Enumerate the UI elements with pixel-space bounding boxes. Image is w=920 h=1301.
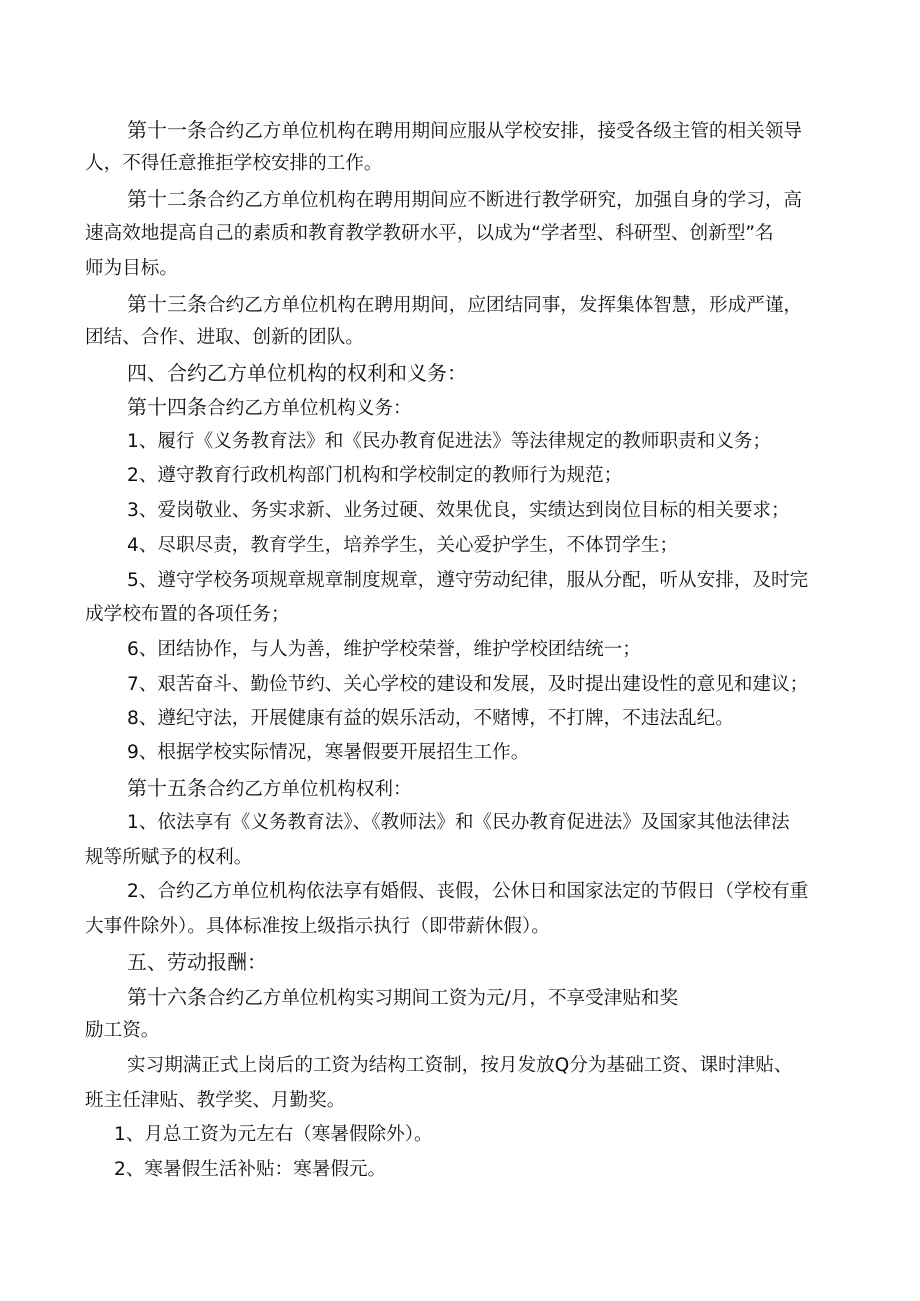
section-5-heading: 五、劳动报酬： xyxy=(127,950,267,974)
article-15-item-1-cont: 规等所赋予的权利。 xyxy=(85,847,253,868)
article-12-line-2: 速高效地提高自己的素质和教育教学教研水平，以成为“学者型、科研型、创新型”名 xyxy=(85,223,774,244)
article-14-item-2: 2、遵守教育行政机构部门机构和学校制定的教师行为规范； xyxy=(127,465,623,486)
article-12-line-3: 师为目标。 xyxy=(85,258,178,279)
salary-line-1: 实习期满正式上岗后的工资为结构工资制，按月发放Q分为基础工资、课时津贴、 xyxy=(127,1055,793,1076)
article-11-line-2: 人，不得任意推拒学校安排的工作。 xyxy=(85,153,383,174)
article-14-item-5: 5、遵守学校务项规章规章制度规章，遵守劳动纪律，服从分配，听从安排，及时完 xyxy=(127,570,809,591)
article-14-item-8: 8、遵纪守法，开展健康有益的娱乐活动，不赌博，不打牌，不违法乱纪。 xyxy=(127,708,734,729)
article-15-item-1: 1、依法享有《义务教育法》、《教师法》和《民办教育促进法》及国家其他法律法 xyxy=(127,812,790,833)
article-14-item-1: 1、履行《义务教育法》和《民办教育促进法》等法律规定的教师职责和义务； xyxy=(127,431,772,452)
section-4-heading: 四、合约乙方单位机构的权利和义务： xyxy=(127,361,467,385)
article-14-item-4: 4、尽职尽责，教育学生，培养学生，关心爱护学生，不体罚学生； xyxy=(127,535,679,556)
article-12-label: 第十二条 xyxy=(127,187,207,211)
article-14-item-7: 7、艰苦奋斗、勤俭节约、关心学校的建设和发展，及时提出建设性的意见和建议； xyxy=(127,674,809,695)
article-16-line-2: 励工资。 xyxy=(85,1020,160,1041)
article-11-line-1: 第十一条合约乙方单位机构在聘用期间应服从学校安排，接受各级主管的相关领导 xyxy=(127,118,803,142)
article-15-label: 第十五条 xyxy=(127,776,207,800)
article-15-item-2-cont: 大事件除外）。具体标准按上级指示执行（即带薪休假）。 xyxy=(85,916,550,937)
article-14-label: 第十四条 xyxy=(127,395,207,419)
article-12-line-1: 第十二条合约乙方单位机构在聘用期间应不断进行教学研究，加强自身的学习，高 xyxy=(127,187,803,211)
article-13-label: 第十三条 xyxy=(127,292,207,316)
article-11-label: 第十一条 xyxy=(127,118,207,142)
article-14-item-5-cont: 成学校布置的各项任务； xyxy=(85,604,290,625)
salary-item-1: 1、月总工资为元左右（寒暑假除外）。 xyxy=(114,1124,433,1145)
article-14-item-9: 9、根据学校实际情况，寒暑假要开展招生工作。 xyxy=(127,742,530,763)
article-16-line-1: 第十六条合约乙方单位机构实习期间工资为元/月，不享受津贴和奖 xyxy=(127,985,679,1009)
article-14-line: 第十四条合约乙方单位机构义务： xyxy=(127,395,412,419)
article-14-item-6: 6、团结协作，与人为善，维护学校荣誉，维护学校团结统一； xyxy=(127,639,641,660)
article-16-label: 第十六条 xyxy=(127,985,207,1009)
article-13-line-1: 第十三条合约乙方单位机构在聘用期间，应团结同事，发挥集体智慧，形成严谨， xyxy=(127,292,803,316)
article-13-line-2: 团结、合作、进取、创新的团队。 xyxy=(85,327,364,348)
article-15-line: 第十五条合约乙方单位机构权利： xyxy=(127,776,412,800)
article-14-item-3: 3、爱岗敬业、务实求新、业务过硬、效果优良，实绩达到岗位目标的相关要求； xyxy=(127,500,790,521)
salary-item-2: 2、寒暑假生活补贴：寒暑假元。 xyxy=(114,1159,387,1180)
salary-line-2: 班主任津贴、教学奖、月勤奖。 xyxy=(85,1090,346,1111)
article-15-item-2: 2、合约乙方单位机构依法享有婚假、丧假，公休日和国家法定的节假日（学校有重 xyxy=(127,881,809,902)
